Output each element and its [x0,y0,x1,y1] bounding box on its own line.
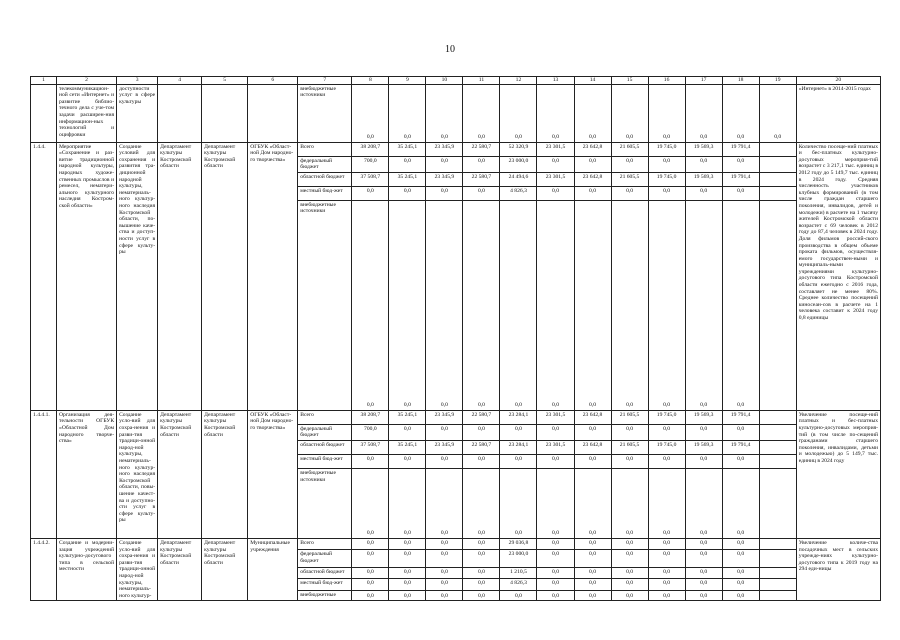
amount-cell: 38 208,7 [352,142,389,156]
column-number: 12 [500,77,537,85]
measure-goal: доступности услуг в сфере культуры [117,84,158,142]
amount-cell [759,440,796,454]
amount-cell: 0,0 [426,538,463,549]
amount-cell: 0,0 [611,424,648,440]
amount-cell: 0,0 [611,84,648,142]
amount-cell: 0,0 [352,200,389,410]
amount-cell: 0,0 [537,550,574,568]
amount-cell: 0,0 [352,454,389,468]
amount-cell: 0,0 [574,590,611,601]
amount-cell: 0,0 [389,538,426,549]
measure-goal: Создание усло-вий для сохра-нения и разви-тия традици-онной народ-ной культуры, нематериаль-ного культур- [117,538,158,600]
amount-cell: 0,0 [537,590,574,601]
amount-cell: 23 000,0 [500,550,537,568]
funding-source-label: внебюджетные источники [298,468,352,538]
amount-cell: 0,0 [611,550,648,568]
column-number: 13 [537,77,574,85]
amount-cell: 29 036,8 [500,538,537,549]
amount-cell [759,468,796,538]
amount-cell: 0,0 [389,590,426,601]
amount-cell [759,186,796,200]
amount-cell: 0,0 [611,579,648,590]
amount-cell: 0,0 [500,468,537,538]
amount-cell: 35 245,1 [389,142,426,156]
amount-cell: 0,0 [685,186,722,200]
amount-cell: 0,0 [389,424,426,440]
amount-cell: 24 494,6 [500,172,537,186]
amount-cell: 0,0 [685,84,722,142]
amount-cell: 0,0 [352,538,389,549]
funding-source-label: областной бюджет [298,440,352,454]
amount-cell: 0,0 [426,156,463,172]
amount-cell: 0,0 [722,538,759,549]
amount-cell: 0,0 [426,424,463,440]
amount-cell: 0,0 [574,424,611,440]
measure-number: 1.4.4.1. [31,410,57,538]
amount-cell: 0,0 [574,200,611,410]
amount-cell: 0,0 [648,550,685,568]
amount-cell: 0,0 [537,200,574,410]
amount-cell: 19 791,4 [722,142,759,156]
funding-source-label: областной бюджет [298,568,352,579]
amount-cell: 23 642,8 [574,142,611,156]
amount-cell: 0,0 [574,186,611,200]
amount-cell: 0,0 [537,468,574,538]
amount-cell: 0,0 [389,579,426,590]
column-number-row [31,77,881,85]
amount-cell: 0,0 [463,156,500,172]
amount-cell: 0,0 [500,590,537,601]
measure-goal: Создание условий для сохранения и развития тра-диционной народной культуры, нематериаль-ного культур-ного наследия Костромской области, по-вышение каче-ства и доступ-ности услуг в сфере культу-ры [117,142,158,410]
column-number: 16 [648,77,685,85]
amount-cell: 0,0 [426,550,463,568]
funding-source-label: областной бюджет [298,172,352,186]
amount-cell: 23 301,5 [537,440,574,454]
executor-cell: Департамент культуры Костромской области [202,538,248,600]
amount-cell: 0,0 [574,454,611,468]
amount-cell: 0,0 [463,468,500,538]
amount-cell: 0,0 [426,590,463,601]
funding-source-label: Всего [298,538,352,549]
funding-source-label: местный бюд-жет [298,454,352,468]
amount-cell: 0,0 [463,200,500,410]
measure-number [31,84,57,142]
amount-cell: 0,0 [759,84,796,142]
column-number: 17 [685,77,722,85]
amount-cell: 19 745,0 [648,410,685,424]
amount-cell: 0,0 [537,538,574,549]
amount-cell: 4 826,3 [500,186,537,200]
amount-cell: 0,0 [500,454,537,468]
amount-cell: 21 605,5 [611,440,648,454]
column-number: 10 [426,77,463,85]
amount-cell: 0,0 [648,538,685,549]
amount-cell: 0,0 [648,568,685,579]
amount-cell: 0,0 [537,454,574,468]
amount-cell: 0,0 [722,468,759,538]
amount-cell [759,454,796,468]
executor-cell: Департамент культуры Костромской области [202,410,248,538]
funding-source-label: федеральный бюджет [298,156,352,172]
amount-cell: 23 345,9 [426,440,463,454]
amount-cell: 0,0 [463,186,500,200]
amount-cell [759,579,796,590]
funding-source-label: внебюджетные источники [298,200,352,410]
amount-cell: 35 245,1 [389,172,426,186]
column-number: 18 [722,77,759,85]
amount-cell: 0,0 [722,550,759,568]
measure-name: Создание и модерни-зация учреждений культурно-досугового типа в сельской местности [57,538,117,600]
amount-cell: 0,0 [463,579,500,590]
measure-name: телекоммуникацион-ной сети «Интернет» и развитие библио-течного дела с уче-том задачи расширен-ния информацион-ных технологий и оцифровки [57,84,117,142]
amount-cell [759,550,796,568]
amount-cell: 22 580,7 [463,172,500,186]
amount-cell: 0,0 [500,424,537,440]
amount-cell: 21 605,5 [611,410,648,424]
column-number: 15 [611,77,648,85]
executor-cell: ОГБУК «Област-ной Дом народно-го творчества» [248,410,298,538]
amount-cell: 0,0 [352,568,389,579]
expected-result: Увеличение посеще-ний платных и бес-платных культурно-досуговых мероприя-тий (в том числе по-сещений гражданами старшего поколения, инвалидами, детьми и молодежью) до 5 149,7 тыс. единиц в 2024 году [796,410,880,538]
amount-cell: 0,0 [463,568,500,579]
amount-cell: 0,0 [685,579,722,590]
amount-cell: 0,0 [648,590,685,601]
table-row [31,538,881,549]
funding-source-label: федеральный бюджет [298,424,352,440]
amount-cell: 37 508,7 [352,172,389,186]
amount-cell: 0,0 [685,538,722,549]
amount-cell: 19 791,4 [722,172,759,186]
amount-cell: 0,0 [611,186,648,200]
amount-cell: 23 642,8 [574,410,611,424]
executor-cell: Департамент культуры Костромской области [158,410,202,538]
amount-cell: 0,0 [426,200,463,410]
amount-cell: 19 745,0 [648,172,685,186]
column-number: 11 [463,77,500,85]
column-number: 2 [57,77,117,85]
amount-cell: 0,0 [389,200,426,410]
amount-cell: 0,0 [722,84,759,142]
amount-cell: 1 210,5 [500,568,537,579]
amount-cell: 0,0 [537,579,574,590]
column-number: 4 [158,77,202,85]
amount-cell [759,410,796,424]
funding-source-label: Всего [298,410,352,424]
amount-cell: 0,0 [722,200,759,410]
amount-cell: 0,0 [611,454,648,468]
amount-cell: 0,0 [685,156,722,172]
amount-cell [759,172,796,186]
amount-cell: 0,0 [611,538,648,549]
amount-cell: 52 320,9 [500,142,537,156]
amount-cell: 19 745,0 [648,440,685,454]
amount-cell: 23 301,5 [537,410,574,424]
amount-cell: 22 580,7 [463,142,500,156]
amount-cell: 0,0 [611,200,648,410]
column-number: 3 [117,77,158,85]
amount-cell: 19 569,3 [685,172,722,186]
amount-cell: 0,0 [463,84,500,142]
measure-number: 1.4.4. [31,142,57,410]
amount-cell: 0,0 [389,156,426,172]
amount-cell: 0,0 [389,468,426,538]
amount-cell: 19 569,3 [685,142,722,156]
amount-cell: 35 245,1 [389,440,426,454]
expected-result: Увеличение количе-ства посадочных мест в сельских учрежде-ниях культурно-досугового типа к 2019 году на 294 еди-ницы [796,538,880,600]
amount-cell: 0,0 [685,424,722,440]
amount-cell: 0,0 [352,550,389,568]
amount-cell [759,200,796,410]
amount-cell: 4 826,3 [500,579,537,590]
amount-cell: 23 642,8 [574,440,611,454]
amount-cell: 23 642,8 [574,172,611,186]
amount-cell: 0,0 [463,550,500,568]
amount-cell: 19 791,4 [722,410,759,424]
amount-cell: 0,0 [685,590,722,601]
column-number: 20 [796,77,880,85]
table-row [31,142,881,156]
amount-cell: 0,0 [611,568,648,579]
funding-source-label: федеральный бюджет [298,550,352,568]
amount-cell: 19 569,3 [685,410,722,424]
amount-cell: 0,0 [685,568,722,579]
executor-cell: Департамент культуры Костромской области [202,142,248,410]
amount-cell: 0,0 [722,590,759,601]
amount-cell [759,538,796,549]
amount-cell: 22 580,7 [463,410,500,424]
executor-cell: Департамент культуры Костромской области [158,538,202,600]
amount-cell: 21 605,5 [611,172,648,186]
amount-cell: 0,0 [537,156,574,172]
amount-cell: 0,0 [426,579,463,590]
executor-cell [248,84,298,142]
amount-cell: 0,0 [648,186,685,200]
amount-cell: 0,0 [352,468,389,538]
amount-cell: 0,0 [722,186,759,200]
amount-cell: 0,0 [722,568,759,579]
amount-cell: 0,0 [537,424,574,440]
amount-cell: 0,0 [463,424,500,440]
amount-cell: 0,0 [722,579,759,590]
amount-cell: 0,0 [574,84,611,142]
amount-cell: 0,0 [426,568,463,579]
amount-cell: 0,0 [685,454,722,468]
amount-cell: 0,0 [537,568,574,579]
executor-cell [158,84,202,142]
column-number: 5 [202,77,248,85]
amount-cell: 0,0 [722,424,759,440]
amount-cell: 0,0 [389,550,426,568]
amount-cell: 0,0 [352,590,389,601]
amount-cell: 23 000,0 [500,156,537,172]
amount-cell: 35 245,1 [389,410,426,424]
measures-table [30,76,881,601]
amount-cell: 0,0 [648,424,685,440]
amount-cell: 700,0 [352,424,389,440]
amount-cell: 0,0 [389,454,426,468]
amount-cell: 38 208,7 [352,410,389,424]
amount-cell: 0,0 [426,186,463,200]
amount-cell: 0,0 [463,590,500,601]
executor-cell: Муниципальные учреждения [248,538,298,600]
funding-source-label: местный бюд-жет [298,579,352,590]
amount-cell: 0,0 [426,468,463,538]
measure-name: Организация дея-тельности ОГБУК «Областной Дом народного творче-ства» [57,410,117,538]
amount-cell: 0,0 [648,200,685,410]
amount-cell: 0,0 [648,454,685,468]
amount-cell: 22 580,7 [463,440,500,454]
amount-cell: 0,0 [537,84,574,142]
amount-cell: 19 791,4 [722,440,759,454]
table-row [31,410,881,424]
amount-cell: 0,0 [426,454,463,468]
amount-cell [759,590,796,601]
amount-cell: 0,0 [648,579,685,590]
amount-cell: 0,0 [685,550,722,568]
amount-cell: 0,0 [574,156,611,172]
amount-cell: 0,0 [463,538,500,549]
column-number: 14 [574,77,611,85]
amount-cell: 0,0 [389,186,426,200]
amount-cell: 0,0 [352,579,389,590]
amount-cell: 0,0 [574,468,611,538]
amount-cell: 0,0 [463,454,500,468]
expected-result: «Интернет» в 2014-2015 годах [796,84,880,142]
amount-cell: 0,0 [611,468,648,538]
executor-cell [202,84,248,142]
measure-name: Мероприятие «Сохранение и раз-витие традиционной народной культуры, народных художе-ственных промыслов и ремесел, нематери-ального культурного наследия Костром-ской области» [57,142,117,410]
amount-cell: 0,0 [537,186,574,200]
amount-cell: 0,0 [611,156,648,172]
amount-cell: 700,0 [352,156,389,172]
amount-cell: 0,0 [722,454,759,468]
amount-cell: 0,0 [722,156,759,172]
amount-cell: 0,0 [426,84,463,142]
amount-cell: 0,0 [648,156,685,172]
expected-result: Количество посеще-ний платных и бес-платных культурно-досуговых мероприя-тий возрастет с 3 217,1 тыс. единиц в 2012 году до 5 149,7 тыс. единиц в 2024 году. Средняя численность участников клубных формирований (в том числе граждан старшего поколения, инвалидов, детей и молодежи) в расчете на 1 тысячу жителей Костромской области возрастет с 69 человек в 2012 году до 87,4 человек в 2024 году. Доля фильмов россий-ского производства в общем объеме проката фильмов, осуществля-емого государствен-ными и муниципаль-ными учреждениями культурно-досугового типа Костромской области ежегодно с 2016 года, составляет не менее 80%. Среднее количество посещений киносеан-сов в расчете на 1 человека составит к 2024 году 0,8 единицы [796,142,880,410]
amount-cell: 0,0 [685,468,722,538]
funding-source-label: внебюджетные [298,590,352,601]
amount-cell: 0,0 [574,550,611,568]
measure-number: 1.4.4.2. [31,538,57,600]
amount-cell: 21 605,5 [611,142,648,156]
amount-cell: 0,0 [389,568,426,579]
amount-cell: 0,0 [389,84,426,142]
column-number: 9 [389,77,426,85]
amount-cell: 23 284,1 [500,440,537,454]
amount-cell: 23 345,9 [426,142,463,156]
amount-cell: 0,0 [574,538,611,549]
executor-cell: Департамент культуры Костромской области [158,142,202,410]
measure-goal: Создание усло-вий для сохра-нения и разви-тия традици-онной народ-ной культуры, нематериаль-ного культур-ного наследия Костромской области, повы-шение качест-ва и доступно-сти услуг в сфере культу-ры [117,410,158,538]
table-row [31,84,881,142]
amount-cell: 19 569,3 [685,440,722,454]
funding-source-label: внебюджетные источники [298,84,352,142]
amount-cell: 0,0 [611,590,648,601]
column-number: 7 [298,77,352,85]
column-number: 19 [759,77,796,85]
executor-cell: ОГБУК «Област-ной Дом народно-го творчества» [248,142,298,410]
amount-cell: 23 284,1 [500,410,537,424]
amount-cell: 23 301,5 [537,142,574,156]
amount-cell [759,568,796,579]
amount-cell: 19 745,0 [648,142,685,156]
amount-cell: 0,0 [648,468,685,538]
column-number: 6 [248,77,298,85]
amount-cell [759,424,796,440]
amount-cell [759,142,796,156]
amount-cell: 0,0 [574,579,611,590]
amount-cell: 23 345,9 [426,410,463,424]
amount-cell: 0,0 [500,200,537,410]
amount-cell: 23 301,5 [537,172,574,186]
amount-cell: 0,0 [648,84,685,142]
amount-cell: 0,0 [500,84,537,142]
column-number: 1 [31,77,57,85]
funding-source-label: Всего [298,142,352,156]
page-number: 10 [445,44,455,55]
amount-cell [759,156,796,172]
amount-cell: 0,0 [574,568,611,579]
amount-cell: 37 508,7 [352,440,389,454]
column-number: 8 [352,77,389,85]
amount-cell: 0,0 [352,186,389,200]
amount-cell: 0,0 [352,84,389,142]
amount-cell: 0,0 [685,200,722,410]
amount-cell: 23 345,9 [426,172,463,186]
funding-source-label: местный бюд-жет [298,186,352,200]
